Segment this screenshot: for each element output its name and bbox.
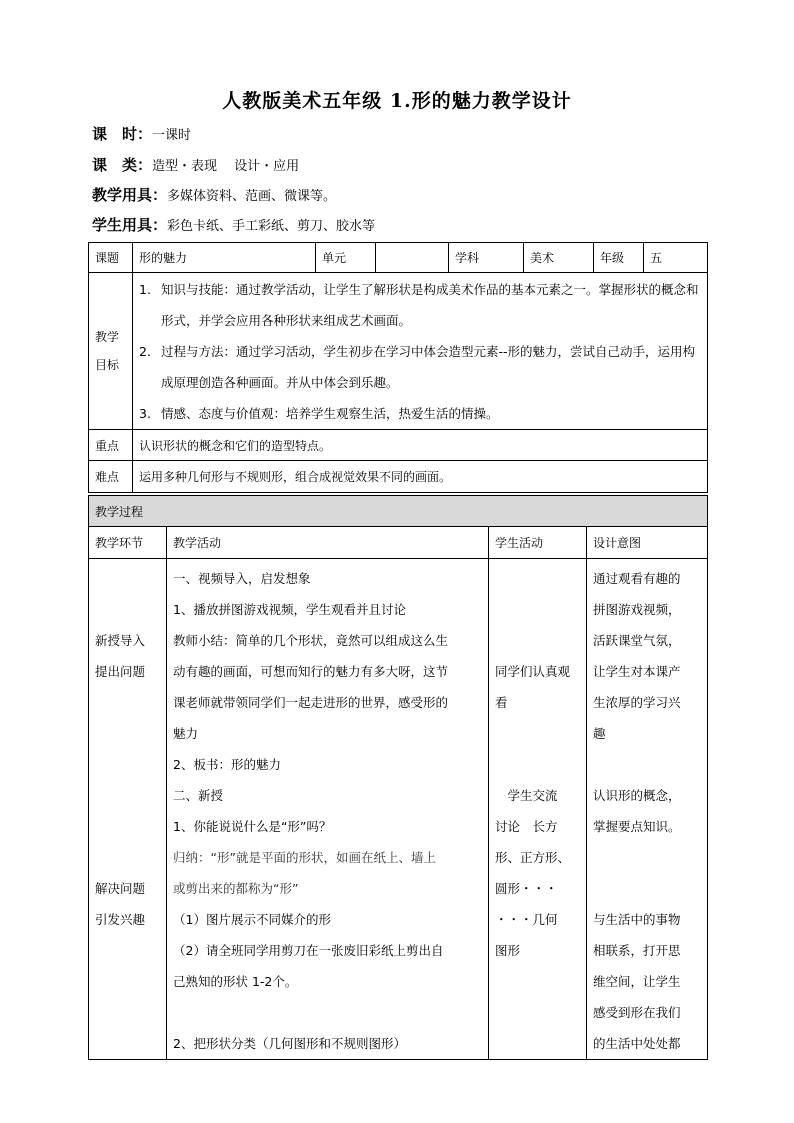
column-header: 教学活动 xyxy=(167,527,489,559)
line xyxy=(495,625,580,656)
line: 引发兴趣 xyxy=(95,912,146,927)
line: 讨论 长方 xyxy=(495,819,558,834)
band-row xyxy=(89,496,708,527)
list-item xyxy=(139,398,701,429)
meta-value: 彩色卡纸、手工彩纸、剪刀、胶水等 xyxy=(167,219,376,234)
item-number: 1. xyxy=(139,281,151,297)
difficulty-label: 难点 xyxy=(89,461,133,493)
cell: 年级 xyxy=(594,243,644,273)
line: 通过观看有趣的 xyxy=(593,571,681,586)
cell: 形的魅力 xyxy=(133,243,316,273)
column-header: 教学环节 xyxy=(89,527,167,559)
goals-content xyxy=(133,273,708,430)
line xyxy=(95,687,160,718)
list-item xyxy=(139,274,701,336)
line: 的生活中处处都 xyxy=(593,1036,681,1051)
line xyxy=(95,749,160,780)
line: 让学生对本课产 xyxy=(593,664,681,679)
list-item xyxy=(139,336,701,398)
line xyxy=(495,594,580,625)
line: 掌握要点知识。 xyxy=(593,819,681,834)
meta-lesson-time xyxy=(92,125,191,145)
key-point-row xyxy=(89,430,708,461)
line: （1）图片展示不同媒介的形 xyxy=(173,912,331,927)
line: 拼图游戏视频， xyxy=(593,602,681,617)
line: 2、板书：形的魅力 xyxy=(173,757,281,772)
meta-teaching-tools xyxy=(92,186,336,206)
process-body-row xyxy=(89,559,708,1060)
meta-key: 学生用具： xyxy=(92,216,168,234)
line xyxy=(95,780,160,811)
meta-lesson-type xyxy=(92,156,299,176)
meta-key: 课 类： xyxy=(92,156,153,174)
activity-column xyxy=(167,559,489,1060)
page-title: 人教版美术五年级 1.形的魅力教学设计 xyxy=(222,90,572,112)
line: 生浓厚的学习兴 xyxy=(593,695,681,710)
line xyxy=(95,594,160,625)
goals-row xyxy=(89,273,708,430)
intent-column xyxy=(587,559,708,1060)
line: 同学们认真观 xyxy=(495,664,571,679)
column-header: 学生活动 xyxy=(489,527,587,559)
line xyxy=(593,873,701,904)
line: 感受到形在我们 xyxy=(593,1005,681,1020)
line: 提出问题 xyxy=(95,664,146,679)
line: 与生活中的事物 xyxy=(593,912,681,927)
item-text: 过程与方法：通过学习活动，学生初步在学习中体会造型元素--形的魅力，尝试自己动手，运用构成原理创造各种画面。并从中体会到乐趣。 xyxy=(161,343,696,390)
line: 教师小结：简单的几个形状，竟然可以组成这么生 xyxy=(173,633,449,648)
line: 相联系，打开思 xyxy=(593,943,681,958)
line: 2、把形状分类（几何图形和不规则图形） xyxy=(173,1036,406,1051)
line xyxy=(495,749,580,780)
line: 解决问题 xyxy=(95,881,146,896)
line xyxy=(95,718,160,749)
line xyxy=(95,563,160,594)
meta-student-tools xyxy=(92,216,375,236)
line: 认识形的概念， xyxy=(593,788,681,803)
item-text: 情感、态度与价值观：培养学生观察生活，热爱生活的情操。 xyxy=(161,405,499,421)
cell: 学科 xyxy=(449,243,524,273)
line: 活跃课堂气氛， xyxy=(593,633,681,648)
item-number: 2. xyxy=(139,343,151,359)
line xyxy=(95,842,160,873)
line xyxy=(495,563,580,594)
info-table xyxy=(88,242,708,493)
meta-value: 造型・表现 设计・应用 xyxy=(152,159,300,174)
process-header-row xyxy=(89,527,708,559)
line xyxy=(593,749,701,780)
line xyxy=(173,997,482,1028)
meta-key: 教学用具： xyxy=(92,186,168,204)
line: 圆形・・・ xyxy=(495,881,558,896)
line: 图形 xyxy=(495,943,521,958)
difficulty-row xyxy=(89,461,708,493)
meta-value: 多媒体资料、范画、微课等。 xyxy=(167,189,337,204)
cell xyxy=(376,243,449,273)
line: 二、新授 xyxy=(173,788,224,803)
meta-value: 一课时 xyxy=(152,128,192,143)
cell: 美术 xyxy=(524,243,594,273)
meta-key: 课 时： xyxy=(92,125,153,143)
difficulty-text: 运用多种几何形与不规则形，组合成视觉效果不同的画面。 xyxy=(133,461,708,493)
line xyxy=(593,842,701,873)
goals-list xyxy=(139,274,701,429)
goals-label-text: 教学目标 xyxy=(95,330,120,372)
line: 1、播放拼图游戏视频，学生观看并且讨论 xyxy=(173,602,406,617)
cell: 五 xyxy=(644,243,708,273)
line: ・・・几何 xyxy=(495,912,558,927)
student-column xyxy=(489,559,587,1060)
key-point-text: 认识形状的概念和它们的造型特点。 xyxy=(133,430,708,461)
line: 或剪出来的都称为“形” xyxy=(173,881,299,896)
cell: 单元 xyxy=(316,243,376,273)
line: 看 xyxy=(495,695,508,710)
process-table xyxy=(88,495,708,1060)
cell: 课题 xyxy=(89,243,133,273)
line: 趣 xyxy=(593,726,606,741)
line xyxy=(495,718,580,749)
section-band: 教学过程 xyxy=(89,496,708,527)
line: 形、正方形、 xyxy=(495,850,571,865)
column-header: 设计意图 xyxy=(587,527,708,559)
line: 学生交流 xyxy=(495,788,558,803)
line: 己熟知的形状 1-2个。 xyxy=(173,974,298,989)
key-point-label: 重点 xyxy=(89,430,133,461)
item-number: 3. xyxy=(139,405,151,421)
line: 1、你能说说什么是“形”吗？ xyxy=(173,819,332,834)
line: 新授导入 xyxy=(95,633,146,648)
header-row xyxy=(89,243,708,273)
item-text: 知识与技能：通过教学活动，让学生了解形状是构成美术作品的基本元素之一。掌握形状的概念和形式，并学会应用各种形状来组成艺术画面。 xyxy=(161,281,699,328)
stage-column xyxy=(89,559,167,1060)
line: 魅力 xyxy=(173,726,199,741)
line: 课老师就带领同学们一起走进形的世界，感受形的 xyxy=(173,695,449,710)
line: 动有趣的画面，可想而知行的魅力有多大呀，这节 xyxy=(173,664,449,679)
line: 维空间，让学生 xyxy=(593,974,681,989)
line: （2）请全班同学用剪刀在一张废旧彩纸上剪出自 xyxy=(173,943,444,958)
line: 一、视频导入，启发想象 xyxy=(173,571,311,586)
line xyxy=(95,811,160,842)
line: 归纳：“形”就是平面的形状，如画在纸上、墙上 xyxy=(173,850,436,865)
goals-label xyxy=(89,273,133,430)
